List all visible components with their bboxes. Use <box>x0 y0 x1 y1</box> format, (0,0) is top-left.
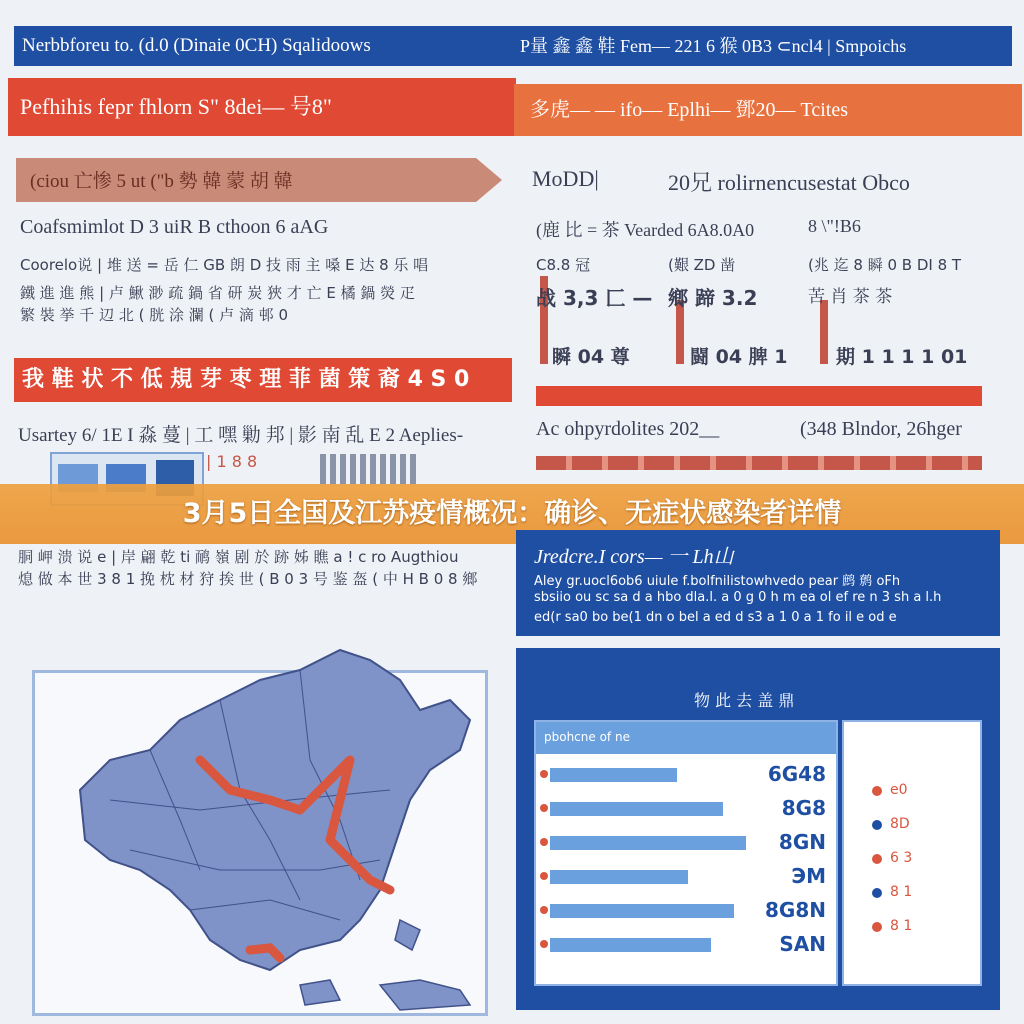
row-value: 8G8N <box>765 898 826 922</box>
stat-cell: C8.8 冠 <box>536 256 591 274</box>
sidebar-stat <box>872 916 982 938</box>
dot-icon <box>872 922 882 932</box>
china-map-icon <box>40 640 510 1020</box>
left-section-row2: 鐵 進 進 熊 | 卢 鰍 渺 疏 鍋 省 研 炭 狹 才 亡 E 橘 鍋 熒 疋 <box>20 284 415 302</box>
activity-line-b: (348 Blndor, 26hger <box>800 418 962 440</box>
left-section-row3: 繁 裝 挙 千 辺 北 ( 胱 涂 瀾 ( 卢 滴 邨 0 <box>20 306 289 324</box>
row-bar <box>550 802 723 816</box>
dot-icon <box>540 906 548 914</box>
dashboard-row[interactable] <box>540 762 830 788</box>
sidebar-stat-label: 8 1 <box>890 918 913 934</box>
info-box-line1: Aley gr.uocl6ob6 uiule f.bolfnilistowhvedo pear 鹧 鹩 oFh <box>534 574 901 589</box>
sidebar-stat-label: 8 1 <box>890 884 913 900</box>
stat-cell: 战 3,3 匚 — <box>536 286 653 310</box>
stat-cell: 期 1 1 1 1 01 <box>836 346 968 368</box>
sidebar-stat <box>872 780 982 802</box>
sidebar-stat-label: 8D <box>890 816 910 832</box>
bottom-left-line1: 胴 岬 溃 说 e | 岸 翩 乾 ti 鸸 嶺 剧 於 跡 姊 瞧 a ! c ro Augthiou <box>18 548 459 566</box>
red-headline <box>14 358 512 402</box>
dot-icon <box>540 770 548 778</box>
model-line-a: MoDD| <box>532 166 599 191</box>
dashboard-row[interactable] <box>540 898 830 924</box>
dot-icon <box>540 804 548 812</box>
dashboard-row[interactable] <box>540 830 830 856</box>
sidebar-stat <box>872 848 982 870</box>
stat-cell: 瞬 04 尊 <box>552 346 630 368</box>
arrow-banner-text: (ciou 亡惨 5 ut ("b 勢 韓 蒙 胡 韓 <box>30 171 293 192</box>
dot-icon <box>540 838 548 846</box>
dot-icon <box>872 854 882 864</box>
dot-icon <box>872 820 882 830</box>
info-box-line2: sbsiio ou sc sa d a hbo dla.l. a 0 g 0 h m ea ol ef re n 3 sh a l.h <box>534 590 942 605</box>
sidebar-stat-label: 6 3 <box>890 850 913 866</box>
row-bar <box>550 870 688 884</box>
left-section-title: Coafsmimlot D 3 uiR B cthoon 6 aAG <box>20 216 329 238</box>
sidebar-stat <box>872 814 982 836</box>
dashboard-row[interactable] <box>540 864 830 890</box>
bottom-left-line2: 熄 做 本 世 3 8 1 挽 枕 材 狩 挨 世 ( B 0 3 号 鉴 盔 ( 中 H B 0 8 鄉 <box>18 570 478 588</box>
right-stats-label-2: 8 \"!B6 <box>808 216 861 236</box>
stat-cell: 闘 04 脾 1 <box>690 346 788 368</box>
red-band-right-text: 多虎— — ifo— Eplhi— 鄧20— Tcites <box>530 99 849 121</box>
stat-accent-bar <box>820 300 828 364</box>
row-value: ЭМ <box>791 864 826 888</box>
left-section-row1: Coorelo说 | 堆 送 = 岳 仁 GB 朗 D 技 雨 主 嗓 E 达 8 乐 唱 <box>20 256 429 274</box>
info-box-line3: ed(r sa0 bo be(1 dn o bel a ed d s3 a 1 0 a 1 fo il e od e <box>534 610 897 625</box>
right-stats-label-1: (鹿 比 = 茶 Vearded 6A8.0A0 <box>536 220 755 240</box>
dot-icon <box>540 940 548 948</box>
row-bar <box>550 938 711 952</box>
stat-cell: 苦 肖 茶 茶 <box>808 287 893 307</box>
top-banner-right-text: P量 鑫 鑫 鞋 Fem— 221 6 猴 0B3 ⊂ncl4 | Smpoichs <box>520 36 907 56</box>
striped-bar <box>536 456 982 470</box>
dashboard-table-header <box>536 722 836 754</box>
red-band-left-text: Pefhihis fepr fhlorn S" 8dei— 号8" <box>20 94 332 119</box>
row-value: 8G8 <box>781 796 826 820</box>
stat-cell: 鄉 蹄 3.2 <box>668 286 758 310</box>
dashboard-row[interactable] <box>540 796 830 822</box>
red-band-right <box>514 84 1022 136</box>
red-band-left <box>8 78 516 136</box>
stat-cell: (艱 ZD 凿 <box>668 256 736 274</box>
red-divider <box>536 386 982 406</box>
top-banner-left <box>14 26 512 66</box>
dot-icon <box>872 888 882 898</box>
dashboard-row[interactable] <box>540 932 830 958</box>
thumbnail-glyph-row <box>320 454 420 484</box>
dashboard-title: 物 此 去 盖 鼎 <box>694 691 795 710</box>
top-banner-right <box>512 26 1012 66</box>
thumbnail-caption: | 1 8 8 <box>206 452 258 471</box>
row-value: 8GN <box>778 830 826 854</box>
dot-icon <box>540 872 548 880</box>
dot-icon <box>872 786 882 796</box>
dashboard-tab[interactable]: pbohcne of ne <box>544 730 630 744</box>
sidebar-stat-label: e0 <box>890 782 908 798</box>
activity-line-a: Ac ohpyrdolites 202__ <box>536 418 720 440</box>
row-bar <box>550 768 677 782</box>
info-box <box>516 530 1000 636</box>
row-bar <box>550 836 746 850</box>
top-banner-left-text: Nerbbforeu to. (d.0 (Dinaie 0CH) Sqalidoows <box>22 35 371 56</box>
info-box-title: Jredcre.I cors— 一 Lh山 <box>534 546 734 568</box>
row-value: SAN <box>779 932 826 956</box>
overlay-title: 3月5日全国及江苏疫情概况：确诊、无症状感染者详情 <box>182 498 842 529</box>
row-bar <box>550 904 734 918</box>
red-headline-text: 我 鞋 状 不 低 規 芽 枣 理 菲 菌 策 裔 4 S 0 <box>22 367 470 392</box>
stat-cell: (兆 迄 8 瞬 0 B DI 8 T <box>808 256 962 274</box>
usage-line: Usarteу 6/ 1E I 淼 蔓 | 工 嘿 勦 邦 | 影 南 乱 E 2 Aeplies- <box>18 425 464 446</box>
model-line-b: 20兄 rolirnencusestat Obco <box>668 170 910 195</box>
sidebar-stat <box>872 882 982 904</box>
row-value: 6G48 <box>767 762 826 786</box>
arrow-banner <box>16 158 506 202</box>
